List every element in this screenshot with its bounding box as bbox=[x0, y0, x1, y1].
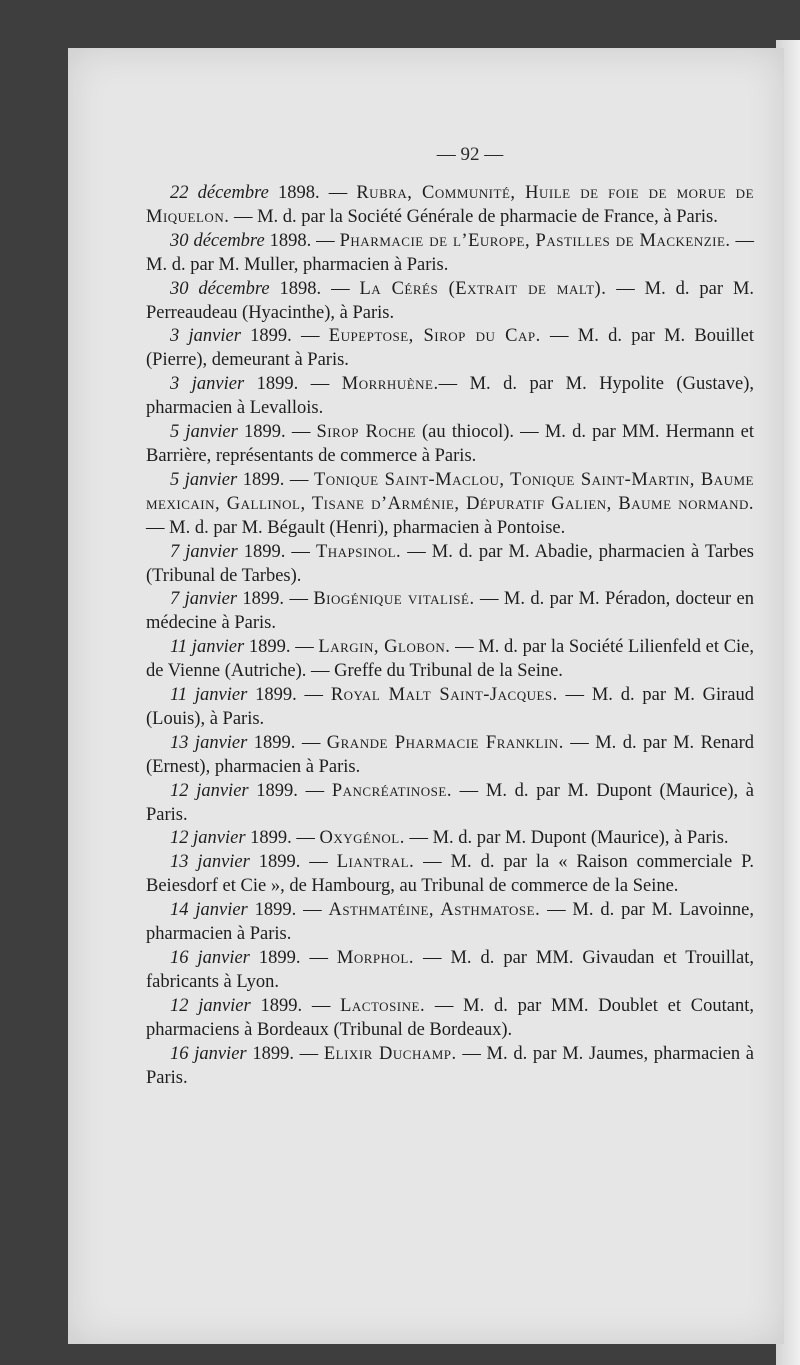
entry-trademark-name: Sirop Roche bbox=[316, 422, 416, 443]
entry-details: — M. d. par M. Giraud (Louis), à Paris. bbox=[146, 685, 755, 729]
entry-year: 1898. — bbox=[269, 278, 360, 299]
entry-details: — M. d. par la « Raison commerciale P. Beiesdorf et Cie », de Hambourg, au Tribunal de commerce de la Seine. bbox=[146, 852, 754, 897]
entry-trademark-name: Elixir Duchamp. bbox=[323, 1043, 457, 1064]
entry-trademark-name: Eupeptose, Sirop du Cap. bbox=[328, 326, 541, 347]
entry-trademark-name: Rubra, Communité, Huile de foie de morue de Miquelon. bbox=[146, 183, 755, 227]
entry-year: 1899. — bbox=[237, 541, 316, 562]
entry-year: 1899. — bbox=[237, 589, 314, 610]
entry-trademark-name: Morrhuène. bbox=[341, 374, 439, 395]
registry-entry bbox=[146, 278, 754, 326]
entry-trademark-name: Lactosine. bbox=[340, 995, 426, 1016]
entry-date: 5 janvier bbox=[170, 469, 238, 490]
entry-details: — M. d. par la Société Lilienfeld et Cie, de Vienne (Autriche). — Greffe du Tribunal de la Seine. bbox=[146, 637, 755, 682]
entry-date: 11 janvier bbox=[170, 685, 248, 706]
entry-details: — M. d. par M. Abadie, pharmacien à Tarbes (Tribunal de Tarbes). bbox=[146, 541, 754, 586]
entry-trademark-name: Royal Malt Saint-Jacques. bbox=[330, 685, 558, 706]
registry-entry bbox=[146, 182, 754, 230]
entry-trademark-name: Liantral. bbox=[336, 852, 415, 873]
entry-date: 30 décembre bbox=[170, 278, 270, 299]
entry-date: 14 janvier bbox=[170, 900, 248, 921]
entry-year: 1899. — bbox=[248, 780, 332, 801]
entry-year: 1899. — bbox=[245, 828, 320, 849]
registry-entry bbox=[146, 995, 754, 1043]
entry-date: 12 janvier bbox=[170, 828, 246, 849]
entry-details: — M. d. par M. Bouillet (Pierre), demeurant à Paris. bbox=[146, 326, 755, 371]
entry-trademark-name: Tonique Saint-Maclou, Tonique Saint-Martin, Baume mexicain, Gallinol, Tisane d’Arménie, Dépuratif Galien, Baume normand. bbox=[146, 469, 754, 514]
entry-trademark-name: Grande Pharmacie Franklin. bbox=[326, 732, 564, 753]
entry-details: — M. d. par M. Péradon, docteur en médecine à Paris. bbox=[146, 589, 755, 634]
entry-details: (au thiocol). — M. d. par MM. Hermann et Barrière, représentants de commerce à Paris. bbox=[146, 422, 755, 466]
entry-details: — M. d. par MM. Givaudan et Trouillat, fabricants à Lyon. bbox=[146, 948, 754, 992]
entry-year: 1898. — bbox=[268, 183, 357, 203]
entry-details: — M. d. par M. Perreaudeau (Hyacinthe), à Paris. bbox=[146, 278, 755, 323]
entry-details: — M. d. par MM. Doublet et Coutant, pharmaciens à Bordeaux (Tribunal de Bordeaux). bbox=[146, 995, 754, 1040]
entry-date: 13 janvier bbox=[170, 732, 248, 753]
registry-entry bbox=[146, 947, 754, 995]
entry-year: 1899. — bbox=[246, 1043, 324, 1064]
entry-date: 7 janvier bbox=[170, 541, 238, 562]
registry-entry bbox=[146, 230, 754, 278]
entry-year: 1899. — bbox=[247, 900, 329, 921]
registry-entry bbox=[146, 588, 754, 636]
entry-year: 1898. — bbox=[264, 230, 340, 251]
entry-date: 22 décembre bbox=[170, 183, 269, 203]
entry-date: 12 janvier bbox=[170, 995, 251, 1016]
entry-date: 12 janvier bbox=[170, 780, 249, 801]
entry-date: 11 janvier bbox=[170, 637, 245, 658]
entry-date: 3 janvier bbox=[170, 374, 245, 395]
entry-year: 1899. — bbox=[249, 948, 337, 968]
entry-trademark-name: Largin, Globon. bbox=[318, 637, 451, 658]
registry-entry bbox=[146, 1043, 754, 1091]
registry-entry bbox=[146, 636, 754, 684]
registry-entry bbox=[146, 421, 754, 469]
registry-entry bbox=[146, 827, 754, 851]
entry-date: 3 janvier bbox=[170, 326, 241, 347]
entry-year: 1899. — bbox=[237, 422, 317, 443]
entry-trademark-name: La Cérés (Extrait de malt). bbox=[359, 278, 607, 299]
entry-trademark-name: Pharmacie de l’Europe, Pastilles de Mackenzie. bbox=[339, 230, 731, 251]
registry-entry bbox=[146, 469, 754, 541]
entry-trademark-name: Asthmatéine, Asthmatose. bbox=[328, 900, 541, 921]
entry-trademark-name: Pancréatinose. bbox=[331, 780, 452, 801]
entry-trademark-name: Biogénique vitalisé. bbox=[313, 589, 475, 610]
entry-date: 5 janvier bbox=[170, 422, 238, 443]
entry-year: 1899. — bbox=[240, 326, 329, 347]
registry-entry bbox=[146, 373, 754, 421]
entry-details: — M. d. par M. Muller, pharmacien à Paris. bbox=[146, 230, 755, 275]
entry-date: 16 janvier bbox=[170, 1043, 247, 1064]
entry-year: 1899. — bbox=[247, 685, 331, 706]
page-number: — 92 — bbox=[436, 144, 504, 165]
entry-trademark-name: Thapsinol. bbox=[315, 541, 402, 562]
entry-year: 1899. — bbox=[249, 852, 337, 873]
registry-entry bbox=[146, 780, 754, 828]
entry-date: 7 janvier bbox=[170, 589, 238, 610]
entry-year: 1899. — bbox=[244, 374, 342, 395]
entry-details: — M. d. par M. Hypolite (Gustave), pharmacien à Levallois. bbox=[146, 374, 754, 419]
entry-details: — M. d. par M. Dupont (Maurice), à Paris. bbox=[404, 828, 729, 849]
entry-year: 1899. — bbox=[250, 995, 341, 1016]
entry-date: 16 janvier bbox=[170, 948, 250, 968]
entry-details: — M. d. par M. Lavoinne, pharmacien à Paris. bbox=[146, 900, 755, 945]
entry-date: 30 décembre bbox=[170, 230, 265, 251]
registry-entry bbox=[146, 732, 754, 780]
entry-details: — M. d. par M. Jaumes, pharmacien à Paris. bbox=[146, 1043, 755, 1088]
entry-trademark-name: Oxygénol. bbox=[319, 828, 405, 849]
registry-entry bbox=[146, 541, 754, 589]
entry-details: — M. d. par M. Dupont (Maurice), à Paris. bbox=[146, 780, 755, 825]
entry-details: — M. d. par M. Renard (Ernest), pharmacien à Paris. bbox=[146, 732, 755, 777]
registry-entry bbox=[146, 325, 754, 373]
trademark-registry-text bbox=[146, 182, 754, 1090]
registry-entry bbox=[146, 851, 754, 899]
entry-details: — M. d. par M. Bégault (Henri), pharmacien à Pontoise. bbox=[146, 517, 566, 538]
entry-year: 1899. — bbox=[237, 469, 314, 490]
entry-trademark-name: Morphol. bbox=[336, 948, 414, 968]
registry-entry bbox=[146, 684, 754, 732]
entry-date: 13 janvier bbox=[170, 852, 250, 873]
registry-entry bbox=[146, 899, 754, 947]
entry-year: 1899. — bbox=[244, 637, 319, 658]
entry-details: — M. d. par la Société Générale de pharmacie de France, à Paris. bbox=[229, 206, 718, 227]
entry-year: 1899. — bbox=[247, 732, 327, 753]
